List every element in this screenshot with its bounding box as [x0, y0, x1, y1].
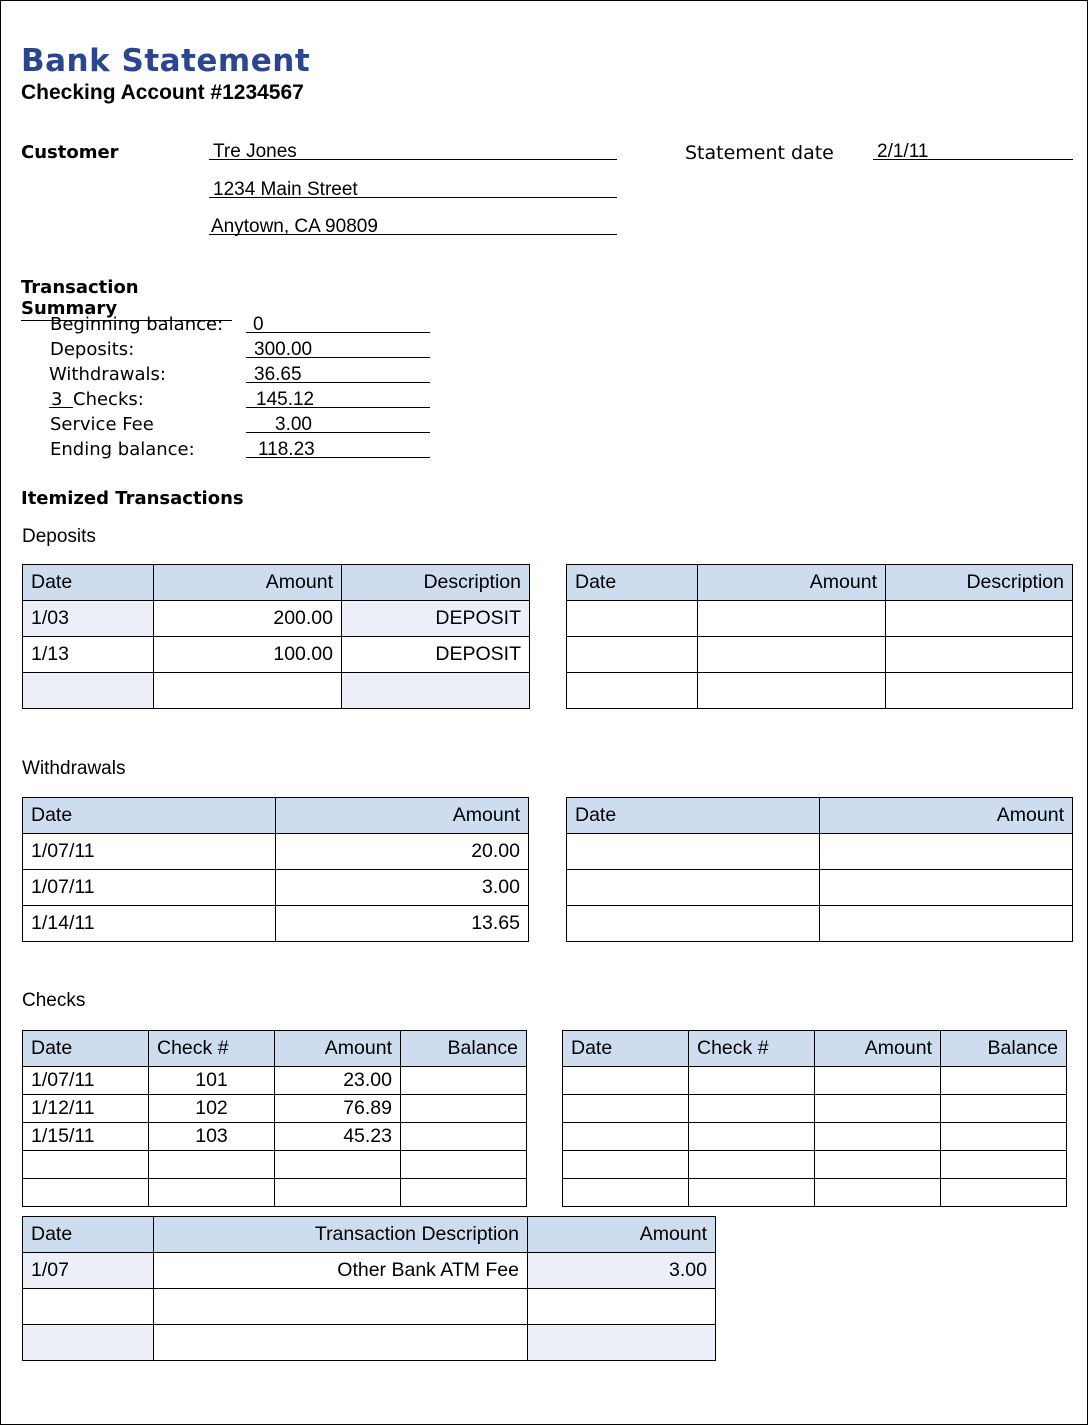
withdrawals-col-date: Date	[23, 798, 276, 834]
withdrawals-col-date: Date	[567, 798, 820, 834]
checks-col-number: Check #	[149, 1031, 275, 1067]
empty-cell	[689, 1067, 815, 1095]
check-date: 1/07/11	[23, 1067, 149, 1095]
empty-cell	[815, 1067, 941, 1095]
empty-cell	[689, 1179, 815, 1207]
empty-cell	[567, 834, 820, 870]
check-amount: 23.00	[275, 1067, 401, 1095]
table-row	[567, 834, 1073, 870]
deposit-date: 1/13	[23, 637, 154, 673]
check-date: 1/12/11	[23, 1095, 149, 1123]
deposit-description: DEPOSIT	[342, 637, 530, 673]
check-number: 103	[149, 1123, 275, 1151]
empty-cell	[154, 673, 342, 709]
empty-cell	[563, 1151, 689, 1179]
empty-cell	[563, 1095, 689, 1123]
table-row	[23, 1151, 527, 1179]
empty-cell	[886, 637, 1073, 673]
deposits-value: 300.00	[254, 339, 313, 360]
deposits-table-left	[22, 564, 530, 709]
empty-cell	[941, 1179, 1067, 1207]
withdrawals-col-amount: Amount	[276, 798, 529, 834]
withdrawals-table-right	[566, 797, 1073, 942]
empty-cell	[23, 1289, 154, 1325]
table-row	[23, 1253, 716, 1289]
beginning-balance-label: Beginning balance:	[50, 314, 224, 335]
check-balance	[401, 1123, 527, 1151]
empty-cell	[815, 1095, 941, 1123]
empty-cell	[23, 673, 154, 709]
empty-cell	[149, 1179, 275, 1207]
table-row	[23, 834, 529, 870]
table-row	[23, 870, 529, 906]
empty-cell	[815, 1179, 941, 1207]
checks-count: 3	[51, 389, 63, 410]
account-subtitle: Checking Account #1234567	[21, 81, 304, 104]
checks-col-balance: Balance	[401, 1031, 527, 1067]
empty-cell	[528, 1289, 716, 1325]
withdrawals-value: 36.65	[254, 364, 302, 385]
empty-cell	[567, 870, 820, 906]
empty-cell	[820, 870, 1073, 906]
other-description: Other Bank ATM Fee	[154, 1253, 528, 1289]
empty-cell	[689, 1151, 815, 1179]
table-row	[563, 1095, 1067, 1123]
ending-balance-value: 118.23	[258, 439, 315, 460]
check-balance	[401, 1067, 527, 1095]
empty-cell	[23, 1151, 149, 1179]
empty-cell	[567, 637, 698, 673]
checks-col-date: Date	[23, 1031, 149, 1067]
check-number: 101	[149, 1067, 275, 1095]
table-row	[23, 1325, 716, 1361]
empty-cell	[886, 601, 1073, 637]
empty-cell	[563, 1123, 689, 1151]
table-row	[23, 1095, 527, 1123]
deposits-table-right	[566, 564, 1073, 709]
beginning-balance-value: 0	[253, 314, 264, 335]
check-number: 102	[149, 1095, 275, 1123]
withdrawal-date: 1/07/11	[23, 870, 276, 906]
table-row	[563, 1179, 1067, 1207]
empty-cell	[401, 1151, 527, 1179]
empty-cell	[941, 1151, 1067, 1179]
empty-cell	[698, 601, 886, 637]
withdrawal-amount: 20.00	[276, 834, 529, 870]
statement-date: 2/1/11	[877, 141, 929, 162]
withdrawal-date: 1/14/11	[23, 906, 276, 942]
table-row	[567, 637, 1073, 673]
checks-label: Checks:	[73, 389, 144, 410]
empty-cell	[567, 906, 820, 942]
table-row	[567, 906, 1073, 942]
deposit-amount: 100.00	[154, 637, 342, 673]
empty-cell	[886, 673, 1073, 709]
table-row	[563, 1067, 1067, 1095]
withdrawal-amount: 13.65	[276, 906, 529, 942]
empty-cell	[815, 1123, 941, 1151]
service-fee-value: 3.00	[275, 414, 312, 435]
other-transactions-table	[22, 1216, 716, 1361]
check-amount: 76.89	[275, 1095, 401, 1123]
table-row	[23, 1123, 527, 1151]
table-row	[23, 1289, 716, 1325]
withdrawals-heading: Withdrawals	[22, 758, 126, 779]
table-row	[563, 1123, 1067, 1151]
page-title: Bank Statement	[21, 43, 311, 79]
beginning-balance-line	[246, 314, 430, 333]
empty-cell	[689, 1123, 815, 1151]
deposits-col-description: Description	[886, 565, 1073, 601]
checks-table-right	[562, 1030, 1067, 1207]
deposits-heading: Deposits	[22, 526, 96, 547]
deposit-date: 1/03	[23, 601, 154, 637]
empty-cell	[820, 906, 1073, 942]
service-fee-label: Service Fee	[50, 414, 154, 435]
other-col-date: Date	[23, 1217, 154, 1253]
empty-cell	[941, 1095, 1067, 1123]
deposit-amount: 200.00	[154, 601, 342, 637]
checks-col-date: Date	[563, 1031, 689, 1067]
table-row	[567, 673, 1073, 709]
withdrawals-col-amount: Amount	[820, 798, 1073, 834]
empty-cell	[154, 1289, 528, 1325]
table-row	[567, 870, 1073, 906]
other-amount: 3.00	[528, 1253, 716, 1289]
empty-cell	[154, 1325, 528, 1361]
table-row	[23, 1067, 527, 1095]
empty-cell	[941, 1067, 1067, 1095]
withdrawals-table-left	[22, 797, 529, 942]
checks-col-balance: Balance	[941, 1031, 1067, 1067]
empty-cell	[689, 1095, 815, 1123]
deposits-label: Deposits:	[50, 339, 135, 360]
checks-col-number: Check #	[689, 1031, 815, 1067]
empty-cell	[698, 673, 886, 709]
empty-cell	[149, 1151, 275, 1179]
other-col-amount: Amount	[528, 1217, 716, 1253]
empty-cell	[528, 1325, 716, 1361]
withdrawal-date: 1/07/11	[23, 834, 276, 870]
check-date: 1/15/11	[23, 1123, 149, 1151]
empty-cell	[23, 1179, 149, 1207]
deposits-col-description: Description	[342, 565, 530, 601]
other-col-description: Transaction Description	[154, 1217, 528, 1253]
check-balance	[401, 1095, 527, 1123]
other-date: 1/07	[23, 1253, 154, 1289]
table-row	[23, 637, 530, 673]
empty-cell	[820, 834, 1073, 870]
deposits-col-amount: Amount	[154, 565, 342, 601]
checks-table-left	[22, 1030, 527, 1207]
ending-balance-label: Ending balance:	[50, 439, 195, 460]
deposit-description: DEPOSIT	[342, 601, 530, 637]
summary-heading: Transaction Summary	[21, 277, 232, 321]
empty-cell	[401, 1179, 527, 1207]
deposits-col-amount: Amount	[698, 565, 886, 601]
customer-address2: Anytown, CA 90809	[211, 216, 378, 237]
empty-cell	[342, 673, 530, 709]
empty-cell	[563, 1179, 689, 1207]
empty-cell	[698, 637, 886, 673]
table-row	[563, 1151, 1067, 1179]
empty-cell	[941, 1123, 1067, 1151]
empty-cell	[815, 1151, 941, 1179]
empty-cell	[23, 1325, 154, 1361]
empty-cell	[567, 673, 698, 709]
table-row	[567, 601, 1073, 637]
table-row	[23, 1179, 527, 1207]
checks-heading: Checks	[22, 990, 86, 1011]
check-amount: 45.23	[275, 1123, 401, 1151]
table-row	[23, 673, 530, 709]
customer-label: Customer	[21, 142, 119, 163]
deposits-col-date: Date	[567, 565, 698, 601]
withdrawal-amount: 3.00	[276, 870, 529, 906]
deposits-col-date: Date	[23, 565, 154, 601]
statement-date-label: Statement date	[685, 142, 834, 164]
customer-address1: 1234 Main Street	[213, 179, 358, 200]
checks-value: 145.12	[256, 389, 315, 410]
itemized-heading: Itemized Transactions	[21, 488, 244, 509]
withdrawals-label: Withdrawals:	[49, 364, 166, 385]
table-row	[23, 906, 529, 942]
empty-cell	[275, 1151, 401, 1179]
empty-cell	[275, 1179, 401, 1207]
checks-col-amount: Amount	[815, 1031, 941, 1067]
empty-cell	[567, 601, 698, 637]
checks-col-amount: Amount	[275, 1031, 401, 1067]
table-row	[23, 601, 530, 637]
service-fee-line	[246, 414, 430, 433]
customer-name: Tre Jones	[213, 141, 297, 162]
empty-cell	[563, 1067, 689, 1095]
